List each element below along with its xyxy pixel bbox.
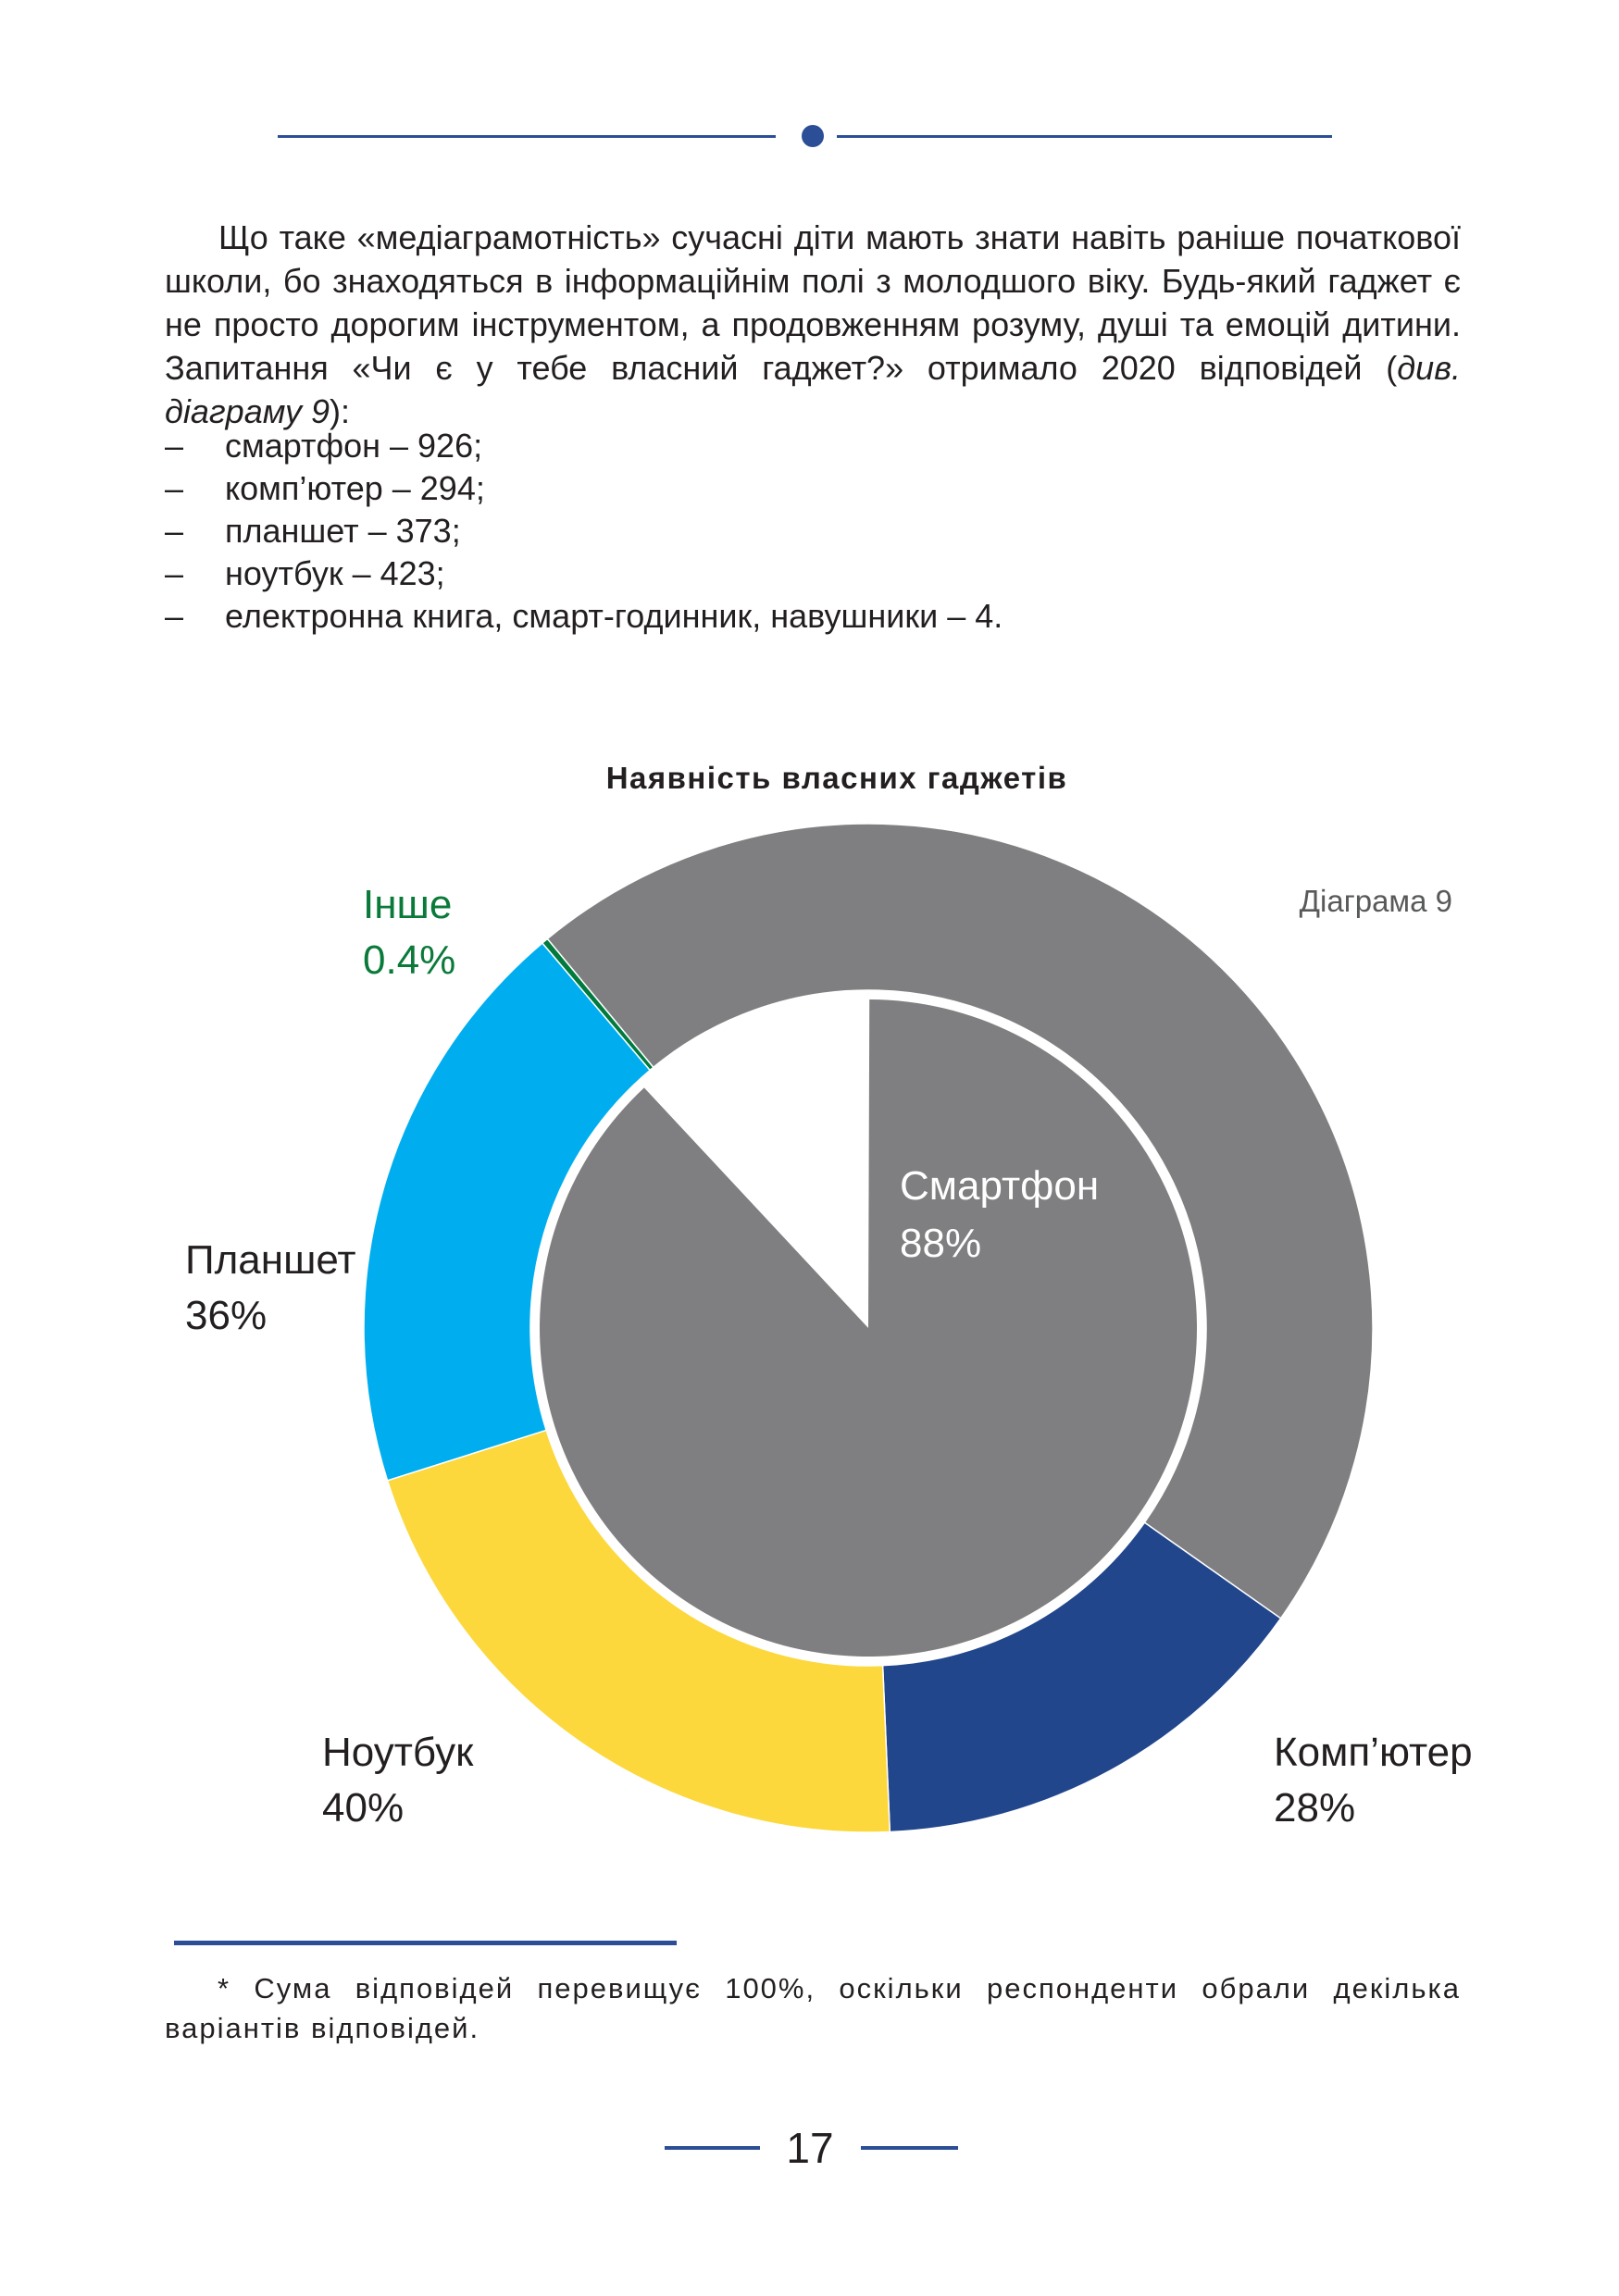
list-dash: –: [165, 512, 184, 550]
ring-label-computer: Комп’ютер: [1274, 1730, 1473, 1775]
list-dash: –: [165, 427, 184, 465]
diagram-caption: Діаграма 9: [1299, 884, 1452, 918]
list-item-text: планшет – 373;: [225, 512, 461, 550]
list-item-text: ноутбук – 423;: [225, 554, 445, 592]
list-item-text: комп’ютер – 294;: [225, 469, 485, 507]
diagram-reference: див. діаграму 9: [165, 349, 1461, 430]
pie-label-smartphone: Смартфон: [900, 1163, 1100, 1209]
footnote: [165, 1968, 1461, 2048]
ring-value-computer: 28%: [1274, 1785, 1356, 1831]
list-dash: –: [165, 554, 184, 592]
page-rule-left: [665, 2146, 760, 2150]
ring-label-laptop: Ноутбук: [322, 1730, 474, 1775]
pie-slice-smartphone: [540, 999, 1197, 1657]
inner-pie: [540, 999, 1197, 1657]
paragraph-end: ):: [330, 392, 351, 430]
ring-value-tablet: 36%: [185, 1293, 268, 1338]
footnote-text: * Сума відповідей перевищує 100%, оскільки респонденти обрали декілька варіантів відповідей.: [165, 1972, 1461, 2044]
list-item-text: смартфон – 926;: [225, 427, 483, 465]
ring-label-other: Інше: [363, 882, 453, 927]
pie-value-smartphone: 88%: [900, 1221, 982, 1266]
footnote-rule: [174, 1941, 677, 1945]
ring-label-tablet: Планшет: [185, 1237, 356, 1283]
ring-value-other: 0.4%: [363, 937, 456, 983]
ring-value-laptop: 40%: [322, 1785, 405, 1831]
paragraph-text: Що таке «медіаграмотність» сучасні діти мають знати навіть раніше початкової школи, бо знаходяться в інформаційнім полі з молодшого віку. Будь-який гаджет є не просто дорогим інструментом, а продовженням розуму, душі та емоцій дитини. Запитання «Чи є у тебе власний гаджет?» отримало 2020 відповідей (: [165, 218, 1461, 387]
list-dash: –: [165, 597, 184, 635]
list-item-text: електронна книга, смарт-годинник, навушники – 4.: [225, 597, 1003, 635]
page-rule-right: [861, 2146, 958, 2150]
page-number: 17: [786, 2124, 834, 2172]
chart-title: Наявність власних гаджетів: [605, 761, 1068, 795]
list-dash: –: [165, 469, 184, 507]
